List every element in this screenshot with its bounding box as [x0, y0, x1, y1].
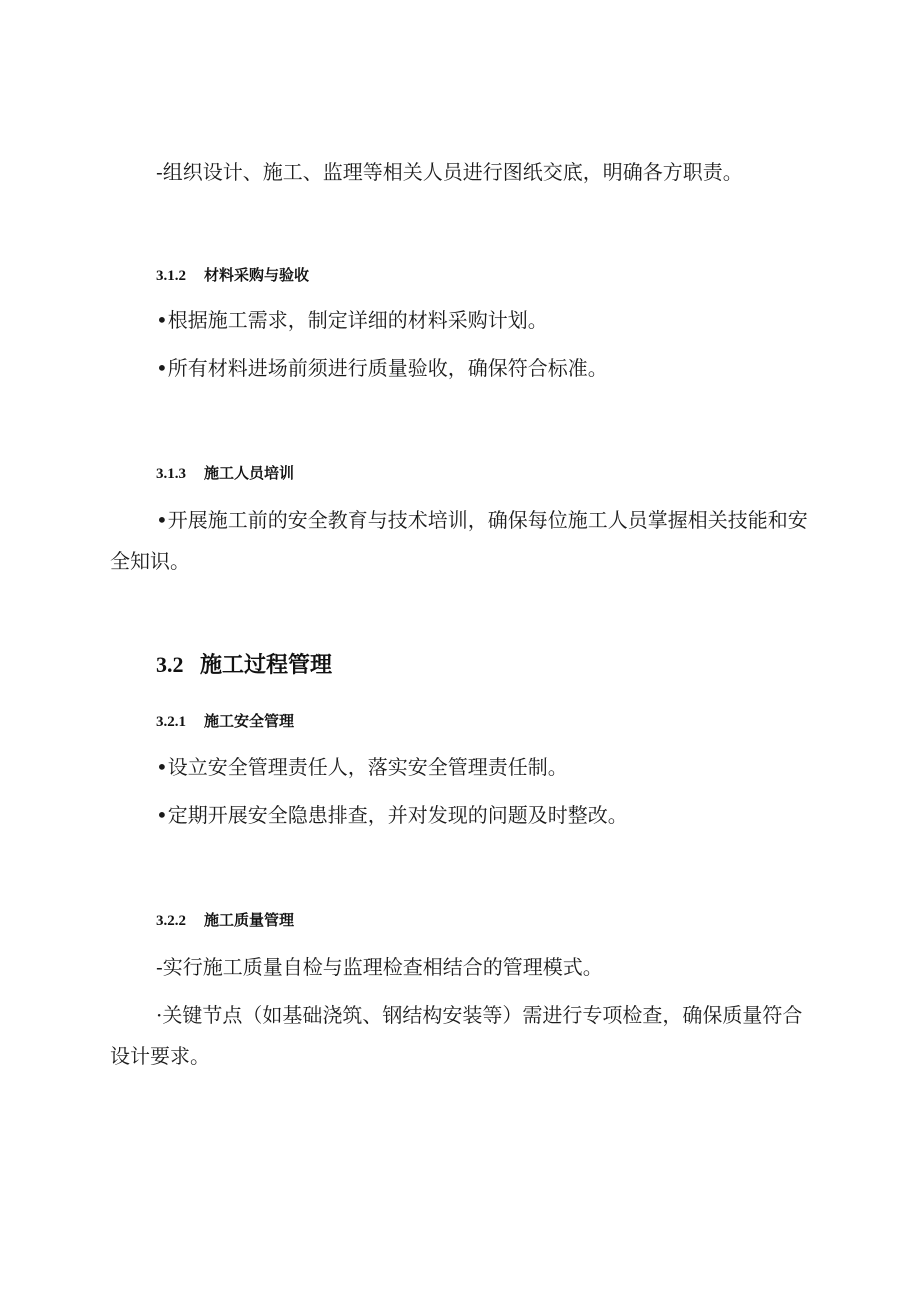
heading-3-1-2: [156, 266, 309, 286]
heading-3-2-2: [156, 911, 294, 931]
paragraph-procurement-plan: •根据施工需求，制定详细的材料采购计划。: [156, 308, 548, 332]
heading-3-2: [156, 651, 332, 679]
paragraph-safety-responsibility: •设立安全管理责任人，落实安全管理责任制。: [156, 755, 568, 779]
heading-number: 3.2.1: [156, 714, 186, 730]
paragraph-quality-mode: -实行施工质量自检与监理检查相结合的管理模式。: [156, 955, 603, 979]
heading-number: 3.1.3: [156, 466, 186, 482]
heading-number: 3.2.2: [156, 913, 186, 929]
heading-title: 施工人员培训: [204, 465, 295, 482]
heading-title: 材料采购与验收: [204, 267, 310, 284]
heading-title: 施工安全管理: [204, 713, 295, 730]
paragraph-key-node-inspection: ·关键节点（如基础浇筑、钢结构安装等）需进行专项检查，确保质量符合设计要求。: [110, 1003, 803, 1068]
heading-title: 施工过程管理: [200, 652, 333, 677]
heading-number: 3.1.2: [156, 268, 186, 284]
heading-3-1-3: [156, 464, 294, 484]
heading-title: 施工质量管理: [204, 912, 295, 929]
paragraph-material-inspection: •所有材料进场前须进行质量验收，确保符合标准。: [156, 356, 608, 380]
paragraph-hazard-check: •定期开展安全隐患排查，并对发现的问题及时整改。: [156, 803, 628, 827]
heading-number: 3.2: [156, 652, 184, 677]
paragraph-personnel-training: •开展施工前的安全教育与技术培训，确保每位施工人员掌握相关技能和安全知识。: [110, 508, 808, 573]
heading-3-2-1: [156, 712, 294, 732]
paragraph-drawing-review: -组织设计、施工、监理等相关人员进行图纸交底，明确各方职责。: [156, 160, 743, 184]
